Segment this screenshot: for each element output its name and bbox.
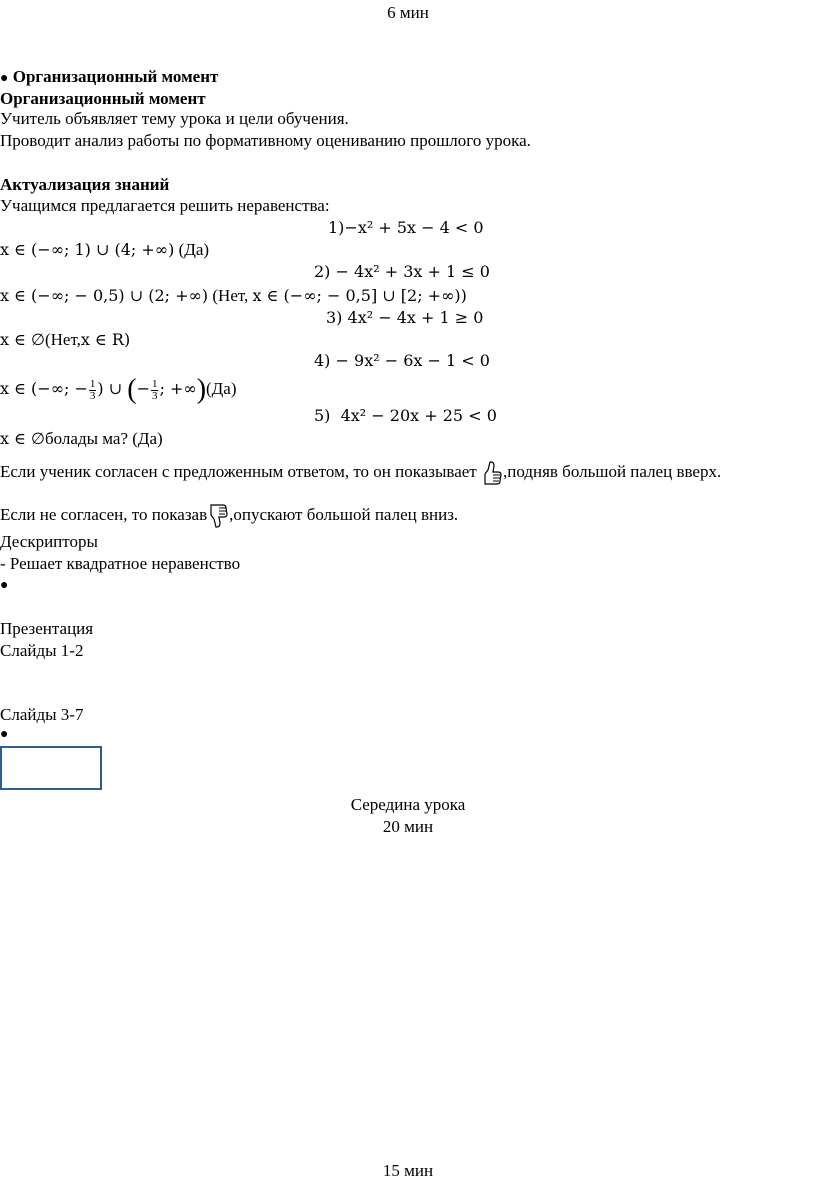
answer-1: [0, 239, 209, 261]
inequality-number: 3): [326, 308, 343, 327]
org-line-1: Учитель объявляет тему урока и цели обучения.: [0, 109, 349, 128]
answer-4: [0, 374, 237, 406]
open-paren: (: [127, 374, 137, 406]
descriptors-title: Дескрипторы: [0, 532, 98, 551]
inequality-2: [314, 261, 490, 283]
inequality-expr: 4x² − 20x + 25 < 0: [340, 406, 497, 425]
answer-text: (Нет,: [44, 330, 81, 349]
slides-3-7: Слайды 3-7: [0, 705, 84, 724]
answer-union: ) ∪: [97, 379, 128, 398]
thumb-up-icon: [481, 460, 503, 486]
inequality-1: [328, 217, 484, 239]
footer-time: 15 мин: [382, 1161, 434, 1180]
answer-math: x ∈ (−∞; − 0,5) ∪ (2; +∞): [0, 286, 209, 305]
inequality-number: 2): [314, 262, 331, 281]
empty-frame: [0, 746, 102, 790]
answer-text: болады ма? (Да): [44, 429, 163, 448]
header-time: 6 мин: [387, 3, 429, 22]
answer-minus: −: [136, 379, 150, 398]
thumb-down-icon: [207, 503, 229, 529]
answer-math-2: x ∈ (−∞; − 0,5] ∪ [2; +∞)): [252, 286, 467, 305]
answer-infinity: ; +∞: [159, 379, 197, 398]
inequality-expr: −x² + 5x − 4 < 0: [344, 218, 484, 237]
agree-text-2: ,подняв большой палец вверх.: [502, 462, 722, 481]
bullet-icon: ●: [0, 578, 9, 593]
descriptor-1: - Решает квадратное неравенство: [0, 554, 241, 573]
answer-math: x ∈ ∅: [0, 330, 45, 349]
answer-3: [0, 329, 130, 351]
answer-math-2: x ∈ R): [80, 330, 131, 349]
actualization-intro: Учащимся предлагается решить неравенства:: [0, 196, 330, 215]
disagree-text-2: ,опускают большой палец вниз.: [229, 505, 459, 524]
agree-text: Если ученик согласен с предложенным ответом, то он показывает: [0, 462, 481, 481]
inequality-number: 4): [314, 351, 331, 370]
org-title: Организационный момент: [0, 89, 206, 108]
answer-math: x ∈ (−∞; 1) ∪ (4; +∞): [0, 240, 175, 259]
inequality-expr: − 4x² + 3x + 1 ≤ 0: [335, 262, 490, 281]
fraction-numerator: 1: [151, 377, 158, 390]
org-line-2: Проводит анализ работы по формативному оцениванию прошлого урока.: [0, 131, 531, 150]
org-bullet-title: Организационный момент: [12, 67, 219, 86]
inequality-number: 1): [328, 218, 345, 237]
inequality-expr: 4x² − 4x + 1 ≥ 0: [347, 308, 484, 327]
middle-time: 20 мин: [382, 817, 434, 836]
middle-title: Середина урока: [350, 795, 466, 814]
answer-math: x ∈ ∅: [0, 429, 45, 448]
inequality-4: [314, 350, 490, 372]
fraction-denominator: 3: [89, 389, 96, 402]
answer-text: (Нет,: [208, 286, 253, 305]
actualization-title: Актуализация знаний: [0, 175, 170, 194]
close-paren: ): [196, 374, 207, 406]
inequality-5: [314, 405, 497, 427]
bullet-heading: [0, 66, 218, 90]
inequality-3: [326, 307, 483, 329]
fraction-2: [151, 379, 159, 402]
answer-2: [0, 285, 467, 307]
fraction: [89, 379, 97, 402]
answer-text: (Да): [206, 379, 237, 398]
presentation-label: Презентация: [0, 619, 94, 638]
answer-math: x ∈ (−∞; −: [0, 379, 88, 398]
slides-1-2: Слайды 1-2: [0, 641, 84, 660]
agree-line: [0, 455, 721, 489]
answer-5: [0, 428, 163, 450]
bullet-icon: ●: [0, 71, 9, 86]
answer-text: (Да): [174, 240, 210, 259]
bullet-icon: ●: [0, 727, 9, 742]
inequality-number: 5): [314, 406, 331, 425]
fraction-denominator: 3: [151, 389, 158, 402]
inequality-expr: − 9x² − 6x − 1 < 0: [335, 351, 490, 370]
disagree-line: [0, 500, 458, 530]
fraction-numerator: 1: [89, 377, 96, 390]
disagree-text: Если не согласен, то показав: [0, 505, 208, 524]
